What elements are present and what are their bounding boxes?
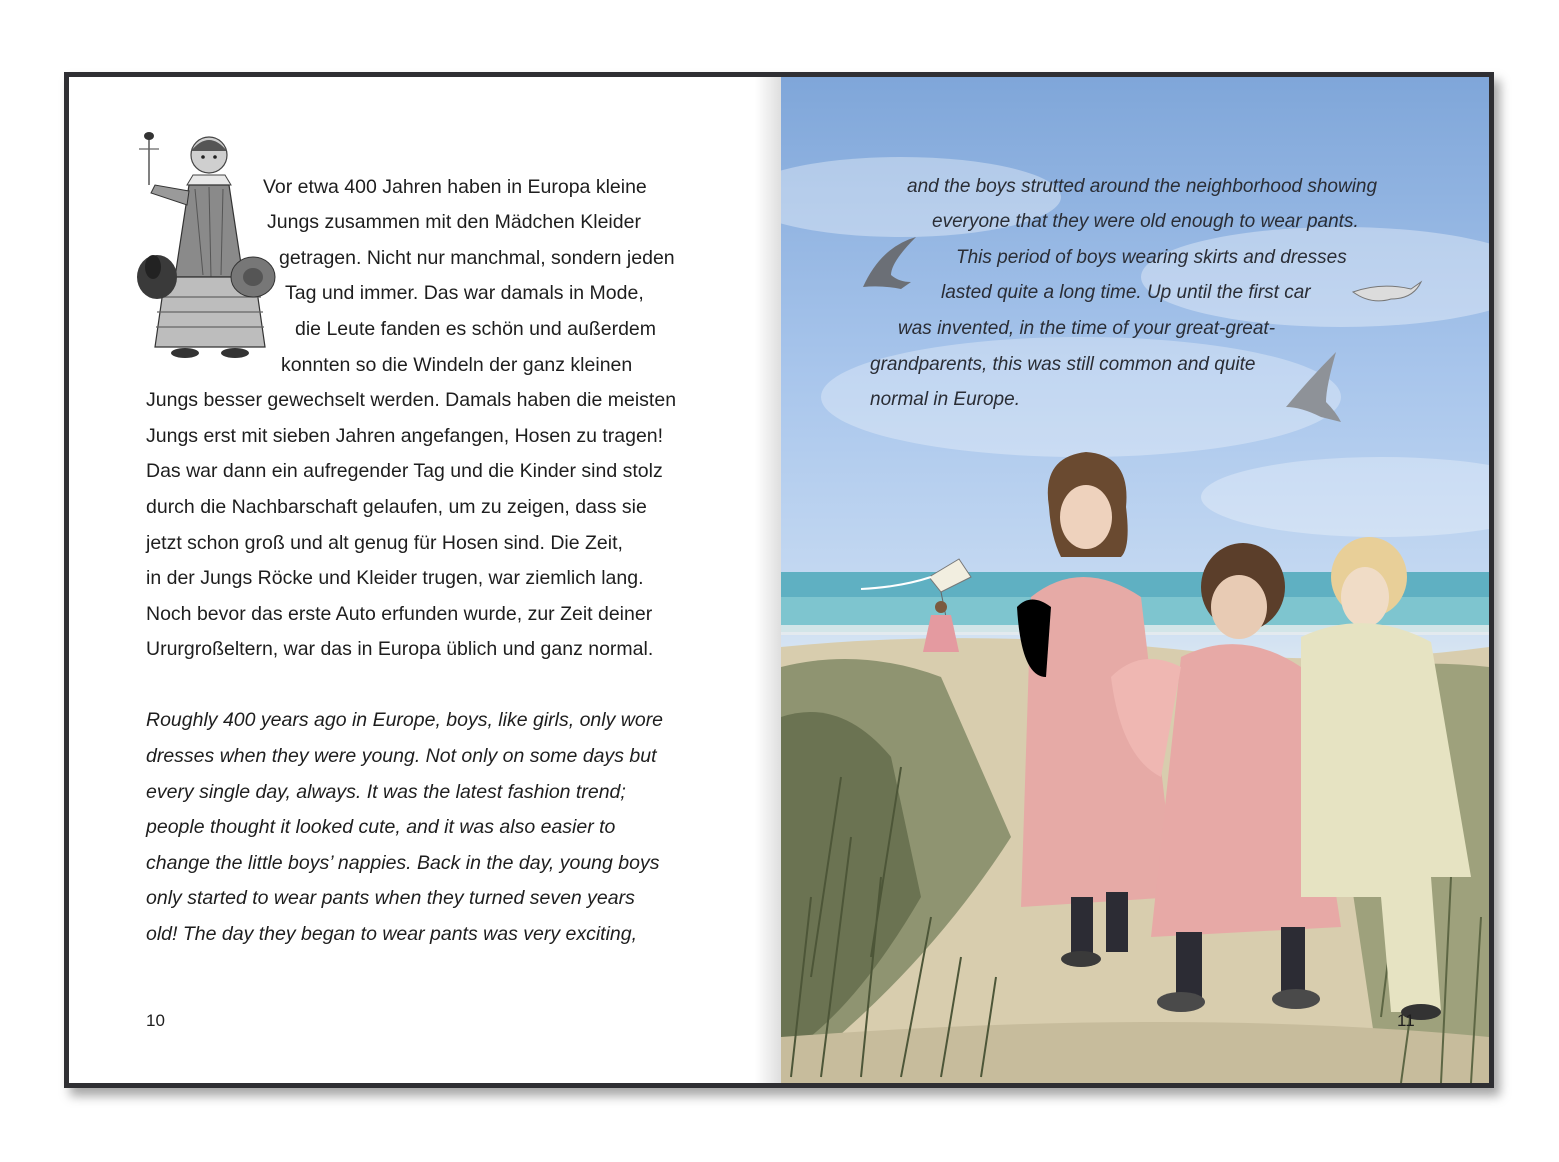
german-line-10: durch die Nachbarschaft gelaufen, um zu zeigen, dass sie [146,496,647,518]
book-spread [64,72,1494,1088]
german-line-9: Das war dann ein aufregender Tag und die Kinder sind stolz [146,460,663,482]
english-line-6: only started to wear pants when they turned seven years [146,887,635,909]
right-line-5: was invented, in the time of your great-great- [898,318,1276,339]
english-line-5: change the little boys’ nappies. Back in the day, young boys [146,852,660,874]
right-page [781,77,1489,1083]
right-line-6: grandparents, this was still common and quite [870,354,1256,375]
german-line-1: Vor etwa 400 Jahren haben in Europa kleine [263,176,647,198]
right-line-1: and the boys strutted around the neighborhood showing [907,176,1378,197]
left-page [69,77,781,1083]
german-line-8: Jungs erst mit sieben Jahren angefangen, Hosen zu tragen! [146,425,664,447]
vintage-child-engraving [135,127,285,362]
german-line-13: Noch bevor das erste Auto erfunden wurde, zur Zeit deiner [146,603,653,625]
german-line-7: Jungs besser gewechselt werden. Damals haben die meisten [146,389,677,411]
german-line-2: Jungs zusammen mit den Mädchen Kleider [267,211,641,233]
german-line-12: in der Jungs Röcke und Kleider trugen, war ziemlich lang. [146,567,644,589]
right-line-2: everyone that they were old enough to wear pants. [932,211,1359,232]
german-line-4: Tag und immer. Das war damals in Mode, [285,282,644,304]
page-number-left: 10 [146,1011,165,1030]
page-number-right: 11 [1397,1011,1415,1030]
english-line-2: dresses when they were young. Not only on some days but [146,745,657,767]
german-line-14: Ururgroßeltern, war das in Europa üblich und ganz normal. [146,638,654,660]
german-line-6: konnten so die Windeln der ganz kleinen [281,354,633,376]
german-line-5: die Leute fanden es schön und außerdem [295,318,657,340]
english-line-7: old! The day they began to wear pants was very exciting, [146,923,638,945]
german-line-3: getragen. Nicht nur manchmal, sondern jeden [279,247,675,269]
german-line-11: jetzt schon groß und alt genug für Hosen sind. Die Zeit, [146,532,623,554]
english-line-3: every single day, always. It was the latest fashion trend; [146,781,626,803]
english-line-1: Roughly 400 years ago in Europe, boys, like girls, only wore [146,709,664,731]
right-line-3: This period of boys wearing skirts and dresses [956,247,1347,268]
right-line-7: normal in Europe. [870,389,1020,410]
right-line-4: lasted quite a long time. Up until the first car [941,282,1311,303]
english-line-4: people thought it looked cute, and it was also easier to [146,816,616,838]
